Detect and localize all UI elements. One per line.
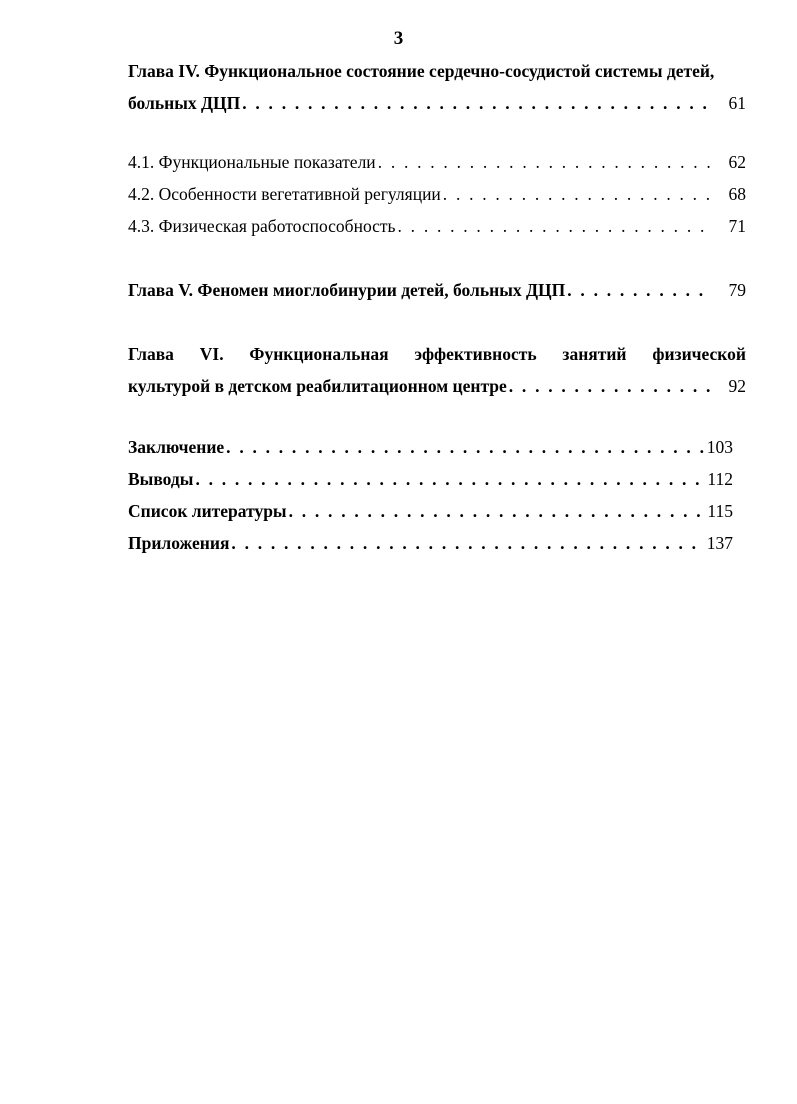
toc-chapter-5-title: Глава V. Феномен миоглобинурии детей, больных ДЦП — [128, 280, 566, 300]
toc-back-matter — [128, 431, 733, 559]
toc-chapter-6-word: эффективность — [414, 344, 537, 364]
toc-section-title: 4.1. Функциональные показатели — [128, 152, 376, 172]
toc-section-title: 4.3. Физическая работоспособность — [128, 216, 396, 236]
toc-chapter-5-page: 79 — [728, 280, 746, 300]
toc-section — [128, 210, 746, 242]
page-number: 3 — [393, 28, 404, 49]
toc-back-matter-item — [128, 463, 733, 495]
toc-back-matter-item — [128, 527, 733, 559]
toc-chapter-4-page: 61 — [728, 93, 746, 113]
toc-chapter-6-word: VI. — [199, 344, 224, 364]
toc-back-matter-item — [128, 495, 733, 527]
leader-dots — [226, 431, 705, 463]
toc-back-matter-page: 115 — [707, 501, 733, 521]
toc-chapter-5 — [128, 274, 746, 306]
toc-chapter-4-sections — [128, 146, 746, 242]
toc-chapter-6-title-end: культурой в детском реабилитационном центре — [128, 376, 507, 396]
toc-section — [128, 146, 746, 178]
toc-chapter-4-title-text: Глава IV. Функциональное состояние сердечно-сосудистой системы детей, — [128, 61, 715, 81]
toc-chapter-4 — [128, 55, 746, 119]
toc-chapter-6-word: физической — [652, 344, 746, 364]
toc-section-title: 4.2. Особенности вегетативной регуляции — [128, 184, 441, 204]
leader-dots — [231, 527, 704, 559]
toc-back-matter-title: Приложения — [128, 533, 230, 553]
toc-back-matter-title: Заключение — [128, 437, 225, 457]
leader-dots — [242, 87, 710, 119]
toc-chapter-6-word: занятий — [562, 344, 627, 364]
toc-section-page: 68 — [728, 184, 746, 204]
toc-chapter-4-title-line2 — [128, 87, 746, 119]
toc-back-matter-page: 137 — [706, 533, 733, 553]
toc-chapter-6-title-line2 — [128, 370, 746, 402]
leader-dots — [398, 210, 710, 242]
toc-chapter-4-title-end: больных ДЦП — [128, 93, 241, 113]
toc-back-matter-title: Выводы — [128, 469, 194, 489]
toc-section-page: 62 — [728, 152, 746, 172]
toc-chapter-6-word: Функциональная — [249, 344, 389, 364]
leader-dots — [567, 274, 710, 306]
toc-chapter-6-word: Глава — [128, 344, 174, 364]
toc-chapter-4-title-line1 — [128, 55, 746, 87]
toc-back-matter-page: 103 — [706, 437, 733, 457]
leader-dots — [443, 178, 710, 210]
toc-chapter-5-line — [128, 274, 746, 306]
leader-dots — [289, 495, 706, 527]
toc-chapter-6 — [128, 338, 746, 402]
leader-dots — [509, 370, 710, 402]
toc-chapter-6-title-line1 — [128, 338, 746, 370]
toc-back-matter-title: Список литературы — [128, 501, 287, 521]
toc-section-page: 71 — [728, 216, 746, 236]
leader-dots — [195, 463, 705, 495]
toc-chapter-6-page: 92 — [728, 376, 746, 396]
toc-back-matter-page: 112 — [707, 469, 733, 489]
toc-back-matter-item — [128, 431, 733, 463]
leader-dots — [378, 146, 710, 178]
toc-section — [128, 178, 746, 210]
